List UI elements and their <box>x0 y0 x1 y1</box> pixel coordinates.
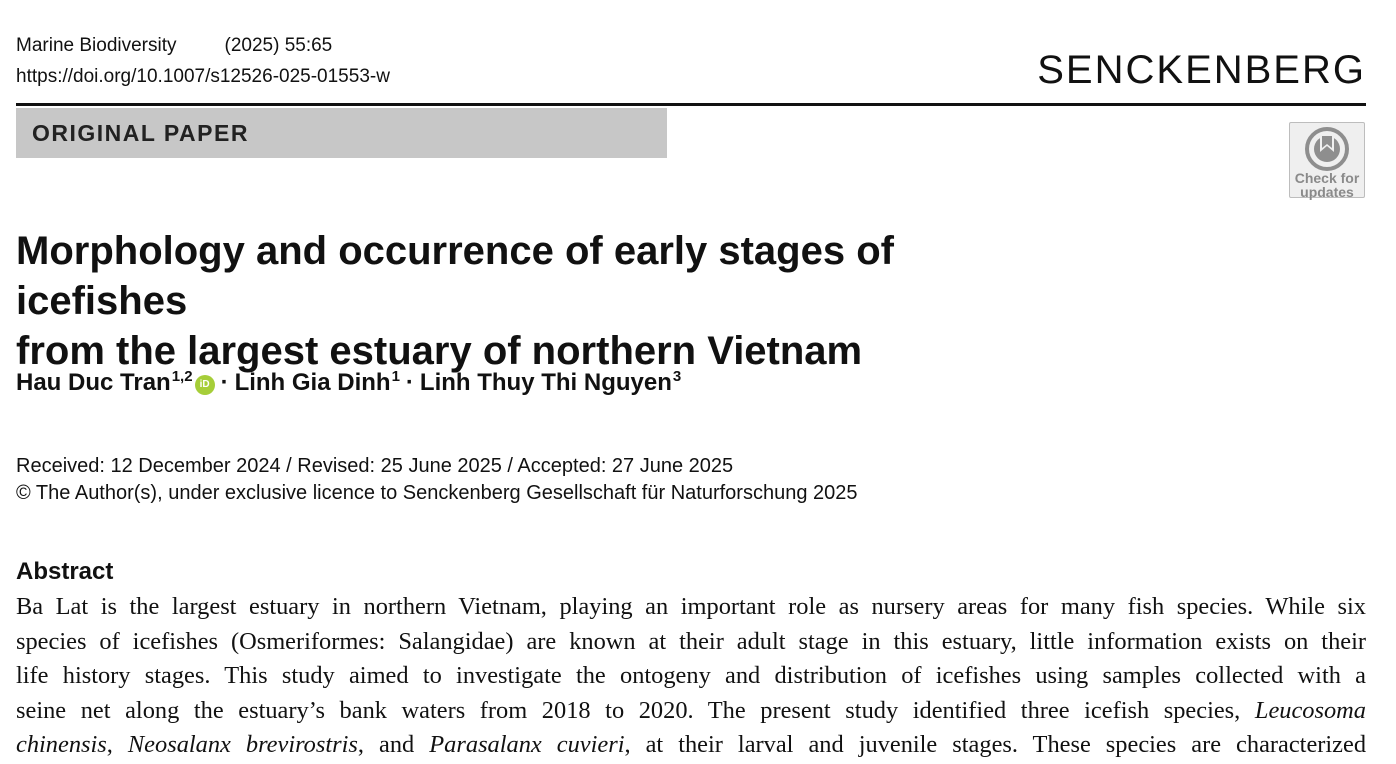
title-line-1: Morphology and occurrence of early stages of icefishes <box>16 229 894 323</box>
title-line-2: from the largest estuary of northern Vietnam <box>16 329 863 373</box>
header-rule <box>16 103 1366 106</box>
author-name[interactable]: Linh Thuy Thi Nguyen <box>419 369 672 396</box>
author-affiliation: 1 <box>391 368 400 385</box>
check-for-updates-button[interactable] <box>1289 122 1365 198</box>
author-separator: · <box>220 369 229 396</box>
article-first-page <box>16 0 1366 764</box>
orcid-icon[interactable]: iD <box>195 375 215 395</box>
author-separator: · <box>405 369 414 396</box>
species-name: Leucosoma <box>1254 696 1366 724</box>
abstract-line: life history stages. This study aimed to investigate the ontogeny and distribution of icefishes using samples collected with a <box>16 662 1366 689</box>
journal-name: Marine Biodiversity <box>16 35 177 56</box>
abstract-line <box>16 694 1366 729</box>
doi-row <box>16 61 390 92</box>
article-title <box>16 226 1016 376</box>
updates-label: updates <box>1300 184 1354 200</box>
author-affiliation: 3 <box>672 368 682 385</box>
abstract-text <box>16 590 1366 763</box>
dates-line: Received: 12 December 2024 / Revised: 25 June 2025 / Accepted: 27 June 2025 <box>16 455 734 477</box>
journal-header <box>16 30 390 92</box>
author-name[interactable]: Hau Duc Tran <box>16 369 171 396</box>
crossmark-icon <box>1304 126 1350 172</box>
journal-citation: (2025) 55:65 <box>224 35 333 56</box>
abstract-heading: Abstract <box>16 558 114 585</box>
abstract-line: species of icefishes (Osmeriformes: Salangidae) are known at their adult stage in this estuary, little information exists on their <box>16 627 1366 655</box>
copyright-line: © The Author(s), under exclusive licence to Senckenberg Gesellschaft für Naturforschung 2025 <box>16 482 858 504</box>
doi-link[interactable]: https://doi.org/10.1007/s12526-025-01553-w <box>16 66 390 87</box>
publisher-logo: SENCKENBERG <box>1037 48 1366 92</box>
abstract-text-fragment: , at their larval and juvenile stages. These species are characterized <box>624 731 1367 758</box>
species-name: Neosalanx brevirostris <box>127 731 358 758</box>
author-name[interactable]: Linh Gia Dinh <box>234 369 391 396</box>
publication-history <box>16 453 857 507</box>
abstract-text-fragment: , and <box>357 731 430 758</box>
author-list <box>16 368 681 397</box>
paper-type-banner: ORIGINAL PAPER <box>16 108 667 158</box>
species-name: chinensis <box>16 731 107 758</box>
abstract-line <box>16 728 1366 763</box>
author-affiliation: 1,2 <box>171 368 193 385</box>
abstract-line: Ba Lat is the largest estuary in northern Vietnam, playing an important role as nursery areas for many fish species. While six <box>16 593 1366 620</box>
journal-citation-row <box>16 30 390 61</box>
check-for-label: Check for <box>1294 170 1360 186</box>
abstract-line-text: seine net along the estuary’s bank waters from 2018 to 2020. The present study identified three icefish species, <box>16 696 1241 724</box>
species-name: Parasalanx cuvieri <box>429 731 625 758</box>
abstract-text-fragment: , <box>106 731 128 758</box>
